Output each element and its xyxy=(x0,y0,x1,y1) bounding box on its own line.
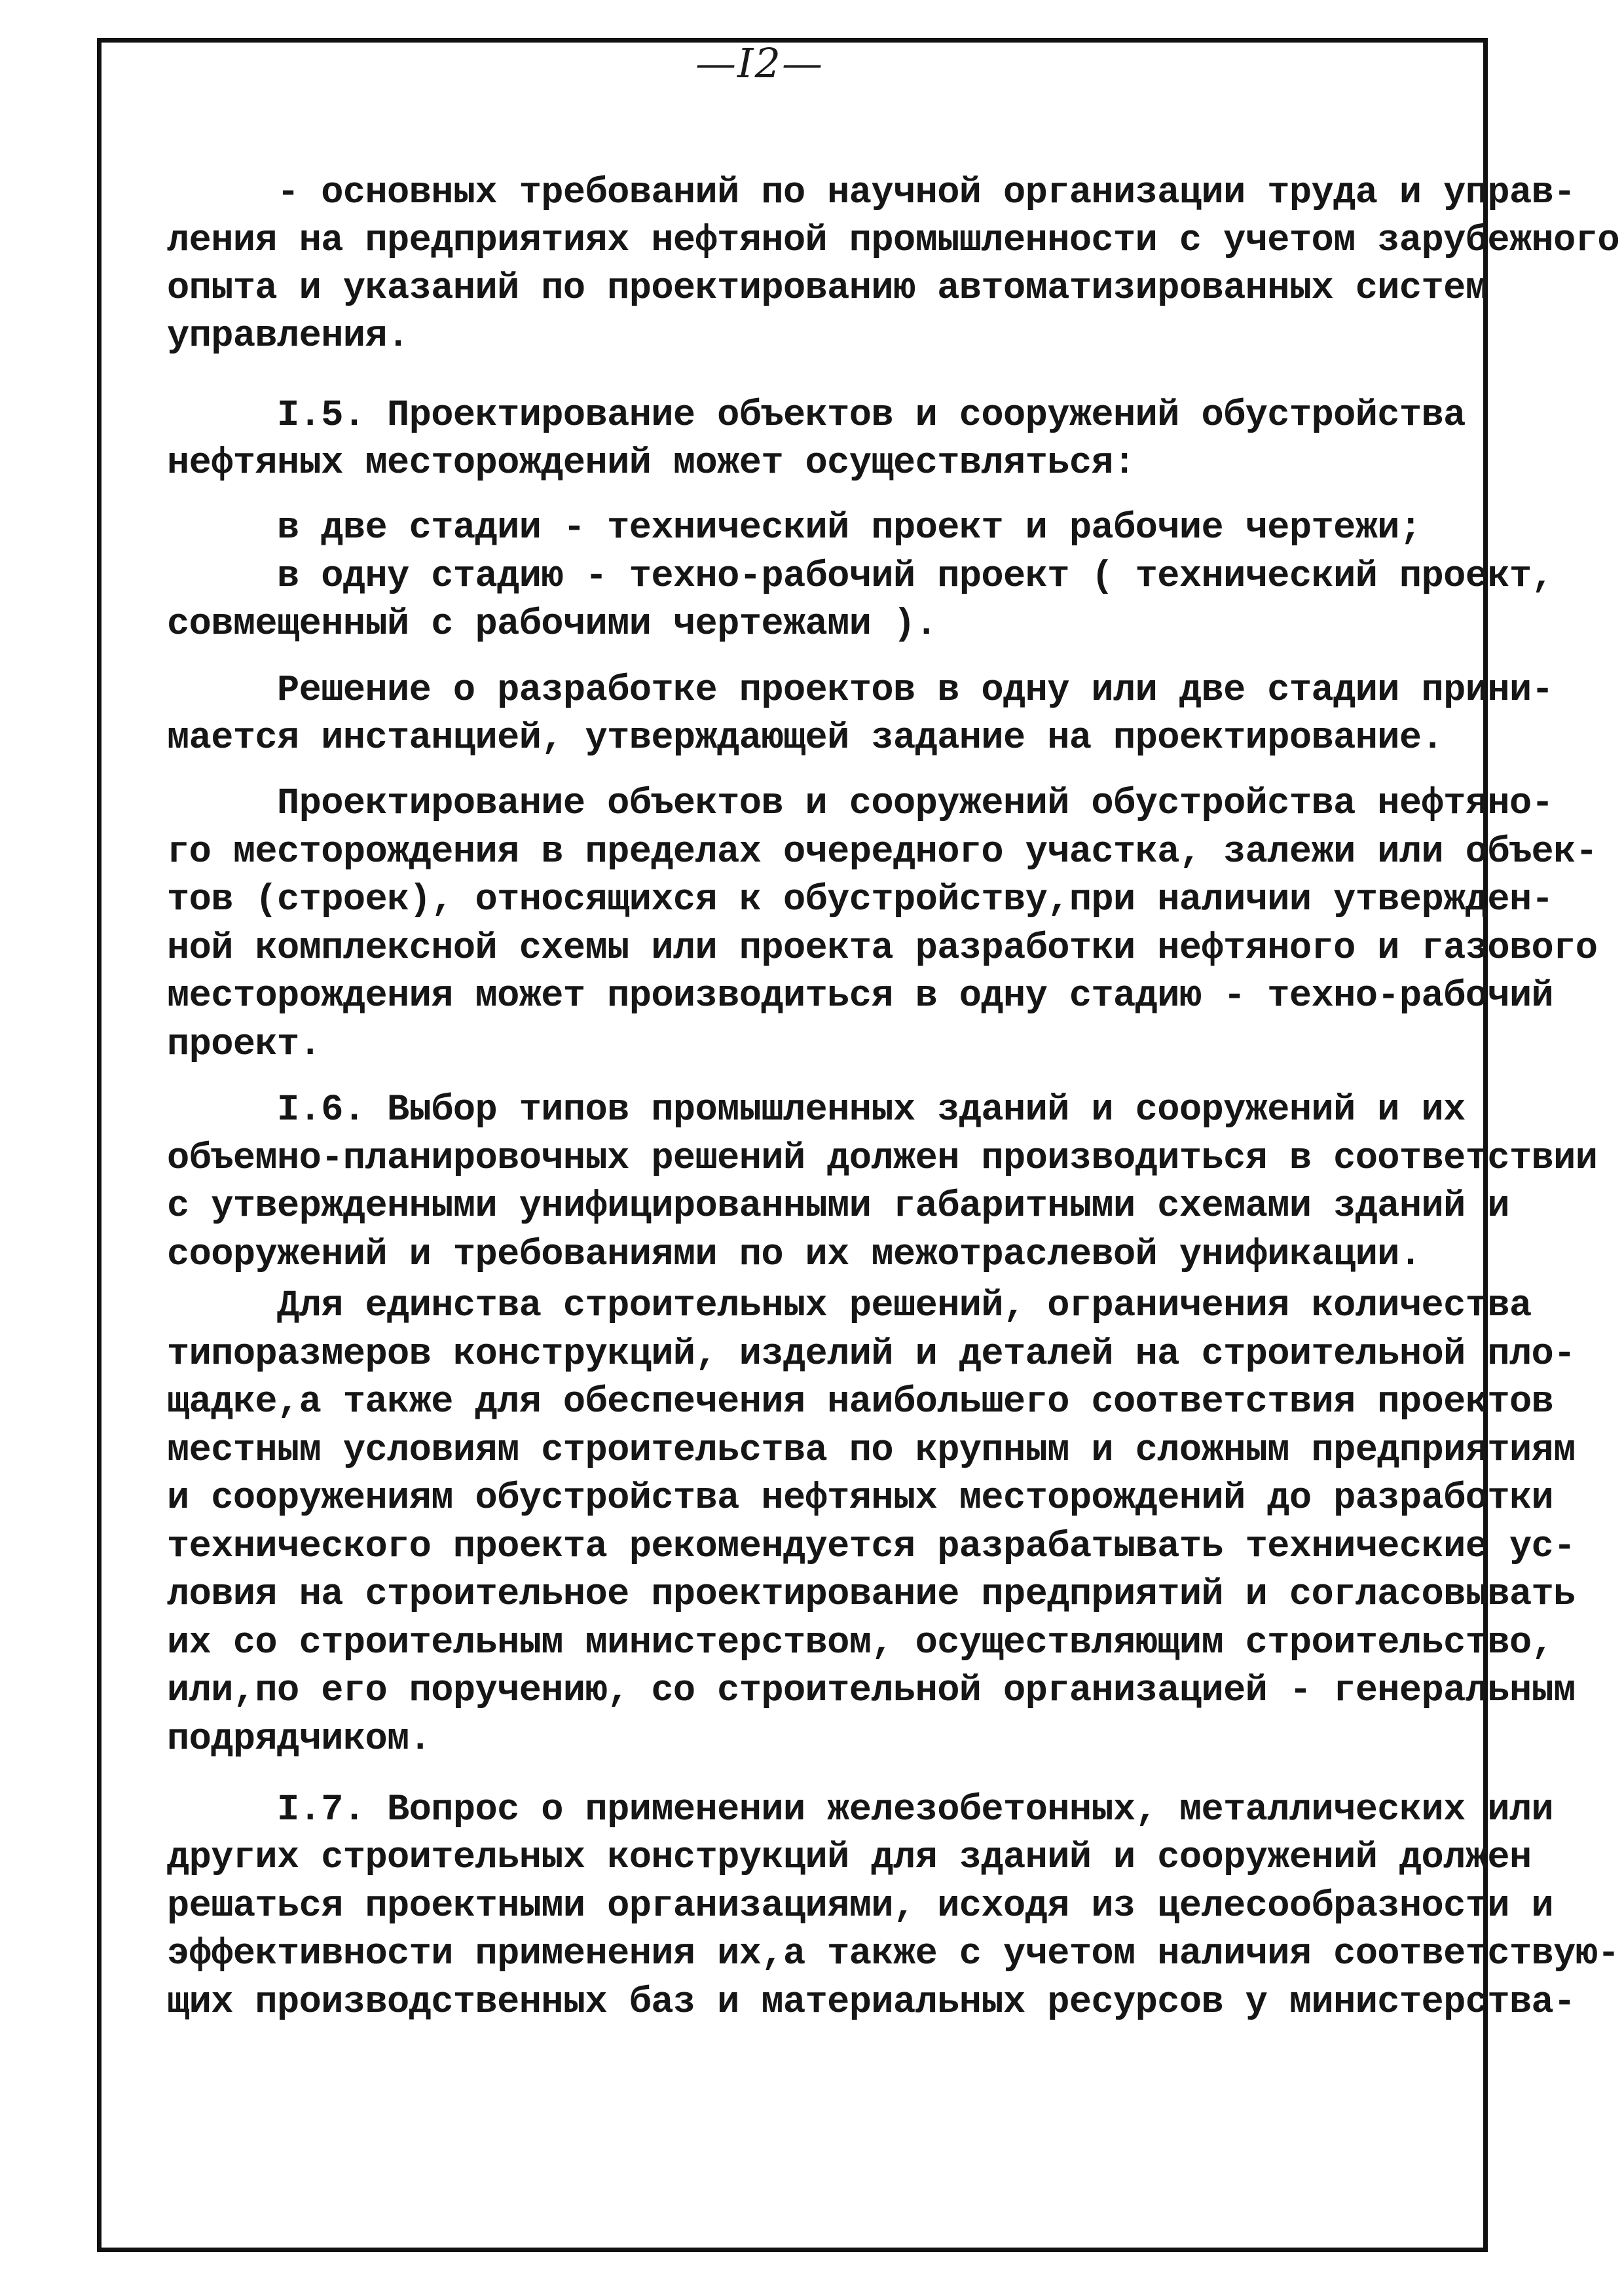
text-line: щадке,а также для обеспечения наибольшего соответствия проектов xyxy=(167,1381,1554,1423)
text-line: - основных требований по научной организации труда и управ- xyxy=(167,172,1576,214)
text-line: ления на предприятиях нефтяной промышленности с учетом зарубежного xyxy=(167,220,1619,262)
text-line: сооружений и требованиями по их межотраслевой унификации. xyxy=(167,1234,1422,1276)
text-line: щих производственных баз и материальных ресурсов у министерства- xyxy=(167,1982,1576,2024)
text-line: подрядчиком. xyxy=(167,1719,432,1760)
text-line: опыта и указаний по проектированию автоматизированных систем xyxy=(167,268,1488,310)
text-line: и сооружениям обустройства нефтяных месторождений до разработки xyxy=(167,1478,1554,1520)
text-line: управления. xyxy=(167,316,409,357)
text-line: тов (строек), относящихся к обустройству,при наличии утвержден- xyxy=(167,879,1554,921)
text-line: го месторождения в пределах очередного участка, залежи или объек- xyxy=(167,831,1598,873)
text-line: объемно-планировочных решений должен производиться в соответствии xyxy=(167,1138,1598,1180)
page-number: —I2— xyxy=(695,39,824,87)
text-line: совмещенный с рабочими чертежами ). xyxy=(167,604,938,646)
text-line: I.5. Проектирование объектов и сооружений обустройства xyxy=(167,395,1466,437)
text-line: технического проекта рекомендуется разрабатывать технические ус- xyxy=(167,1526,1576,1568)
text-line: или,по его поручению, со строительной организацией - генеральным xyxy=(167,1670,1576,1712)
text-line: их со строительным министерством, осуществляющим строительство, xyxy=(167,1622,1554,1664)
text-line: типоразмеров конструкций, изделий и деталей на строительной пло- xyxy=(167,1334,1576,1376)
text-line: с утвержденными унифицированными габаритными схемами зданий и xyxy=(167,1186,1509,1228)
text-line: мается инстанцией, утверждающей задание на проектирование. xyxy=(167,718,1444,759)
text-line: решаться проектными организациями, исходя из целесообразности и xyxy=(167,1886,1554,1927)
text-line: Решение о разработке проектов в одну или две стадии прини- xyxy=(167,670,1554,712)
text-line: Проектирование объектов и сооружений обустройства нефтяно- xyxy=(167,783,1554,825)
text-line: I.7. Вопрос о применении железобетонных, металлических или xyxy=(167,1789,1554,1831)
text-line: в две стадии - технический проект и рабочие чертежи; xyxy=(167,507,1422,549)
text-line: проект. xyxy=(167,1024,322,1066)
text-line: месторождения может производиться в одну стадию - техно-рабочий xyxy=(167,975,1554,1017)
text-line: I.6. Выбор типов промышленных зданий и сооружений и их xyxy=(167,1089,1466,1131)
text-line: местным условиям строительства по крупным и сложным предприятиям xyxy=(167,1430,1576,1472)
text-line: других строительных конструкций для зданий и сооружений должен xyxy=(167,1837,1532,1879)
text-line: ной комплексной схемы или проекта разработки нефтяного и газового xyxy=(167,928,1598,970)
text-line: ловия на строительное проектирование предприятий и согласовывать xyxy=(167,1574,1576,1616)
text-line: эффективности применения их,а также с учетом наличия соответствую- xyxy=(167,1933,1619,1975)
text-line: в одну стадию - техно-рабочий проект ( технический проект, xyxy=(167,556,1554,598)
text-line: нефтяных месторождений может осуществляться: xyxy=(167,443,1135,484)
text-line: Для единства строительных решений, ограничения количества xyxy=(167,1285,1532,1327)
